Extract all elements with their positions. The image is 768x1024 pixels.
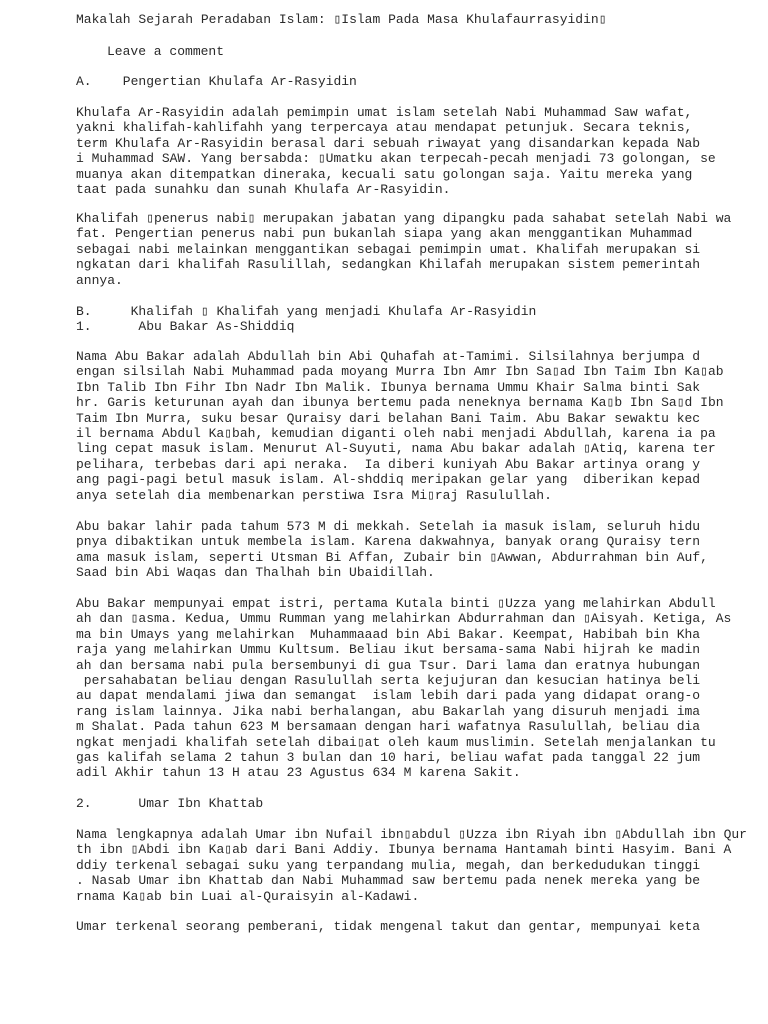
section-a-heading: A. Pengertian Khulafa Ar-Rasyidin (76, 74, 357, 89)
document-title: Makalah Sejarah Peradaban Islam: ▯Islam Pada Masa Khulafaurrasyidin▯ (76, 12, 607, 27)
section-b-heading: B. Khalifah ▯ Khalifah yang menjadi Khulafa Ar-Rasyidin (76, 304, 537, 319)
section-a-paragraph-2: Khalifah ▯penerus nabi▯ merupakan jabatan yang dipangku pada sahabat setelah Nabi wa fat. Pengertian penerus nabi pun bukanlah siapa yang akan menggantikan Muhammad sebagai nabi melainkan menggantikan sebagai pemimpin umat. Khalifah merupakan si ngkatan dari khalifah Rasulillah, sedangkan Khilafah merupakan sistem pemerintah annya. (76, 211, 732, 288)
abu-bakar-paragraph-1: Nama Abu Bakar adalah Abdullah bin Abi Quhafah at-Tamimi. Silsilahnya berjumpa d engan silsilah Nabi Muhammad pada moyang Murra Ibn Amr Ibn Sa▯ad Ibn Taim Ibn Ka▯ab Ibn Talib Ibn Fihr Ibn Nadr Ibn Malik. Ibunya bernama Ummu Khair Salma binti Sak hr. Garis keturunan ayah dan ibunya bertemu pada neneknya bernama Ka▯b Ibn Sa▯d Ibn Taim Ibn Murra, suku besar Quraisy dari belahan Bani Taim. Abu Bakar sewaktu kec il bernama Abdul Ka▯bah, kemudian diganti oleh nabi menjadi Abdullah, karena ia pa ling cepat masuk islam. Menurut Al-Suyuti, nama Abu bakar adalah ▯Atiq, karena ter pelihara, terbebas dari api neraka. Ia diberi kuniyah Abu Bakar artinya orang y ang pagi-pagi betul masuk islam. Al-shddiq meripakan gelar yang diberikan kepad anya setelah dia membenarkan perstiwa Isra Mi▯raj Rasulullah. (76, 349, 724, 503)
abu-bakar-paragraph-3: Abu Bakar mempunyai empat istri, pertama Kutala binti ▯Uzza yang melahirkan Abdull ah dan ▯asma. Kedua, Ummu Rumman yang melahirkan Abdurrahman dan ▯Aisyah. Ketiga, As ma bin Umays yang melahirkan Muhammaaad bin Abi Bakar. Keempat, Habibah bin Kha raja yang melahirkan Ummu Kultsum. Beliau ikut bersama-sama Nabi hijrah ke madin ah dan bersama nabi pula bersembunyi di gua Tsur. Dari lama dan eratnya hubungan persahabatan beliau dengan Rasulullah serta kejujuran dan kesucian hatinya beli au dapat mendalami jiwa dan semangat islam lebih dari pada yang didapat orang-o rang islam lainnya. Jika nabi berhalangan, abu Bakarlah yang disuruh menjadi ima m Shalat. Pada tahun 623 M bersamaan dengan hari wafatnya Rasulullah, beliau dia ngkat menjadi khalifah setelah dibai▯at oleh kaum muslimin. Setelah menjalankan tu gas kalifah selama 2 tahun 3 bulan dan 10 hari, beliau wafat pada tanggal 22 jum adil Akhir tahun 13 H atau 23 Agustus 634 M karena Sakit. (76, 596, 732, 781)
section-a-paragraph-1: Khulafa Ar-Rasyidin adalah pemimpin umat islam setelah Nabi Muhammad Saw wafat, yakni khalifah-kahlifahh yang terpercaya atau mendapat petunjuk. Secara teknis, term Khulafa Ar-Rasyidin berasal dari sebuah riwayat yang disandarkan kepada Nab i Muhammad SAW. Yang bersabda: ▯Umatku akan terpecah-pecah menjadi 73 golongan, se muanya akan ditempatkan dineraka, kecuali satu golongan saja. Yaitu mereka yang taat pada sunahku dan sunah Khulafa Ar-Rasyidin. (76, 105, 716, 198)
umar-paragraph-1: Nama lengkapnya adalah Umar ibn Nufail ibn▯abdul ▯Uzza ibn Riyah ibn ▯Abdullah ibn Qur th ibn ▯Abdi ibn Ka▯ab dari Bani Addiy. Ibunya bernama Hantamah binti Hasyim. Bani A ddiy terkenal sebagai suku yang terpandang mulia, megah, dan berkedudukan tinggi . Nasab Umar ibn Khattab dan Nabi Muhammad saw bertemu pada nenek mereka yang be rnama Ka▯ab bin Luai al-Quraisyin al-Kadawi. (76, 827, 747, 904)
subsection-2-heading: 2. Umar Ibn Khattab (76, 796, 264, 811)
abu-bakar-paragraph-2: Abu bakar lahir pada tahum 573 M di mekkah. Setelah ia masuk islam, seluruh hidu pnya dibaktikan untuk membela islam. Karena dakwahnya, banyak orang Quraisy tern ama masuk islam, seperti Utsman Bi Affan, Zubair bin ▯Awwan, Abdurrahman bin Auf, Saad bin Abi Waqas dan Thalhah bin Ubaidillah. (76, 519, 708, 581)
leave-comment-text: Leave a comment (107, 44, 225, 59)
umar-paragraph-2: Umar terkenal seorang pemberani, tidak mengenal takut dan gentar, mempunyai keta (76, 919, 701, 934)
subsection-1-heading: 1. Abu Bakar As-Shiddiq (76, 319, 295, 334)
